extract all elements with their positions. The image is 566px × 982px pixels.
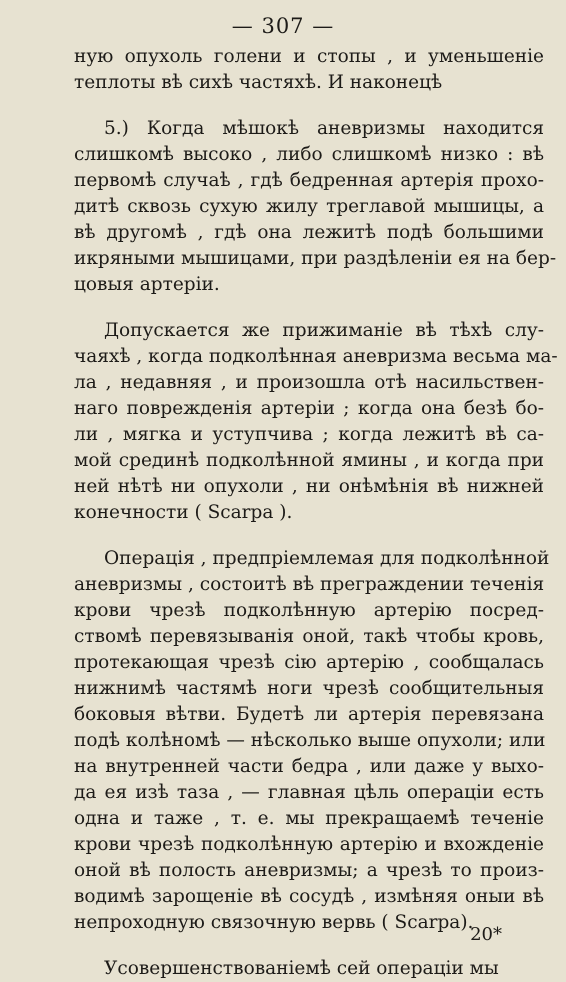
paragraph: [74, 546, 550, 936]
text-line: на внутренней части бедра , или даже у выхо-: [74, 756, 544, 777]
text-line: вѣ другомѣ , гдѣ она лежитѣ подѣ большими: [74, 222, 544, 243]
text-line: теплоты вѣ сихѣ частяхѣ. И наконецѣ: [74, 72, 443, 93]
text-line: протекающая чрезѣ сію артерію , сообщалась: [74, 652, 544, 673]
text-line: Операція , предпріемлемая для подколѣнной: [104, 548, 550, 569]
paragraph: [74, 116, 557, 298]
text-line: слишкомѣ высоко , либо слишкомѣ низко : вѣ: [74, 144, 544, 165]
text-line: первомѣ случаѣ , гдѣ бедренная артерія прохо-: [74, 170, 544, 191]
text-line: ли , мягка и уступчива ; когда лежитѣ вѣ са-: [74, 424, 544, 445]
text-line: одна и таже , т. е. мы прекращаемѣ теченіе: [74, 808, 544, 829]
text-line: ствомѣ перевязыванія оной, такѣ чтобы кровь,: [74, 626, 544, 647]
paragraph-gap: [74, 298, 544, 318]
text-line: крови чрезѣ подколѣнную артерію и вхожденіе: [74, 834, 544, 855]
text-line: конечности ( Scarpa ).: [74, 502, 293, 523]
text-line: икряными мышицами, при раздѣленіи ея на бер-: [74, 248, 557, 269]
text-line: 5.) Когда мѣшокѣ аневризмы находится: [104, 118, 544, 139]
text-line: цовыя артеріи.: [74, 274, 220, 295]
text-line: ла , недавняя , и произошла отѣ насильствен-: [74, 372, 544, 393]
text-line: да ея изѣ таза , — главная цѣль операціи есть: [74, 782, 544, 803]
text-line: оной вѣ полость аневризмы; а чрезѣ то произ-: [74, 860, 544, 881]
text-line: Допускается же прижиманіе вѣ тѣхѣ слу-: [104, 320, 544, 341]
signature-mark: 20*: [470, 924, 502, 945]
text-line: наго поврежденія артеріи ; когда она безѣ бо-: [74, 398, 544, 419]
text-line: крови чрезѣ подколѣнную артерію посред-: [74, 600, 544, 621]
text-line: дитѣ сквозь сухую жилу треглавой мышицы, а: [74, 196, 544, 217]
text-line: непроходную связочную вервь ( Scarpa).: [74, 912, 474, 933]
text-line: подѣ колѣномѣ — нѣсколько выше опухоли; или: [74, 730, 546, 751]
paragraph: [74, 318, 558, 526]
text-line: нижнимѣ частямѣ ноги чрезѣ сообщительныя: [74, 678, 544, 699]
text-line: боковыя вѣтви. Будетѣ ли артерія перевязана: [74, 704, 544, 725]
text-line: Усовершенствованіемѣ сей операціи мы: [104, 958, 499, 979]
text-line: водимѣ зарощеніе вѣ сосудѣ , измѣняя оныи вѣ: [74, 886, 544, 907]
text-line: мой срединѣ подколѣнной ямины , и когда при: [74, 450, 544, 471]
paragraph-gap: [74, 96, 544, 116]
paragraph-gap: [74, 526, 544, 546]
paragraph: [74, 44, 544, 96]
text-line: ную опухоль голени и стопы , и уменьшеніе: [74, 46, 544, 67]
page-body: [74, 44, 558, 982]
text-line: чаяхѣ , когда подколѣнная аневризма весьма ма-: [74, 346, 558, 367]
page-number: — 307 —: [231, 14, 335, 38]
text-line: ней нѣтѣ ни опухоли , ни онѣмѣнія вѣ нижней: [74, 476, 544, 497]
text-line: аневризмы , состоитѣ вѣ преграждении теченія: [74, 574, 545, 595]
